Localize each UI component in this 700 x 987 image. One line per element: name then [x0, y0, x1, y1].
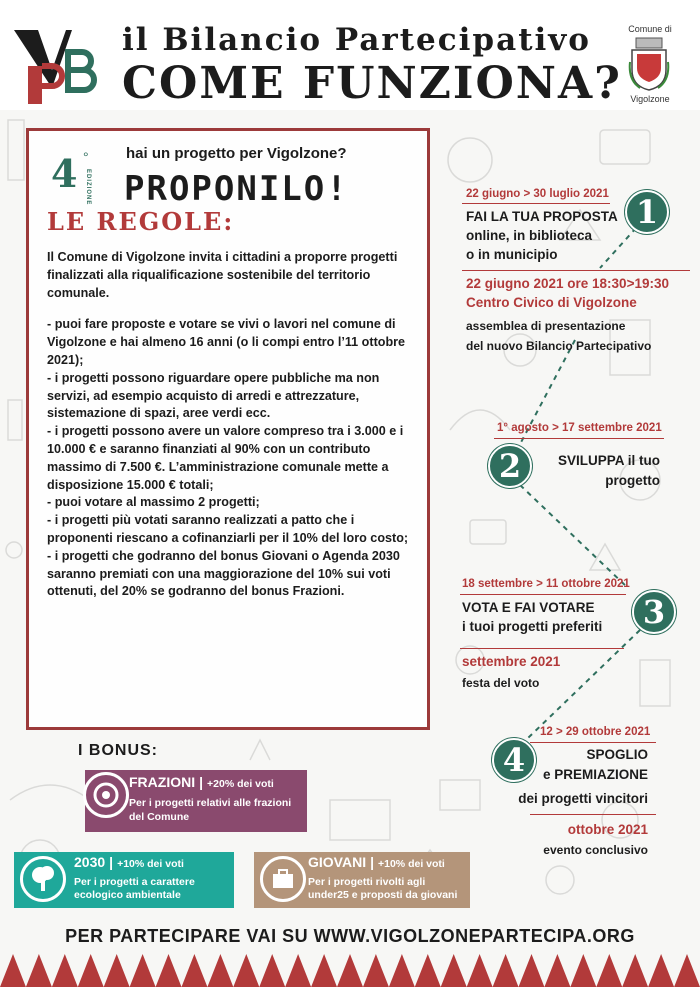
step3-divider — [460, 648, 624, 649]
bonus-giovani-pct: +10% dei voti — [378, 858, 445, 870]
title-line-1: il Bilancio Partecipativo — [122, 22, 591, 58]
step4-event-date: ottobre 2021 — [567, 822, 648, 837]
bonus-frazioni-desc: Per i progetti relativi alle frazioni — [129, 797, 292, 809]
step4-line: dei progetti vincitori — [518, 791, 648, 806]
rule-item: - puoi votare al massimo 2 progetti; — [47, 495, 260, 510]
bonus-separator: | — [199, 774, 204, 790]
step1-divider — [462, 270, 690, 271]
rule-item: - i progetti possono riguardare opere pubbliche ma non servizi, ad esempio acquisto di arredi e attrezzature, sistemazione di spazi, aree verdi ecc. — [47, 370, 380, 421]
bonus-frazioni-desc: del Comune — [129, 811, 190, 823]
target-icon — [83, 772, 129, 818]
bonus-giovani-name: GIOVANI — [308, 854, 367, 870]
step4-event-desc: evento conclusivo — [543, 843, 648, 857]
step3-line: VOTA E FAI VOTARE — [462, 600, 595, 615]
step1-date: 22 giugno > 30 luglio 2021 — [466, 188, 609, 200]
step3-date: 18 settembre > 11 ottobre 2021 — [462, 578, 630, 590]
step3-line: i tuoi progetti preferiti — [462, 619, 603, 634]
step1-event-desc: del nuovo Bilancio Partecipativo — [466, 339, 652, 353]
step1-line: online, in biblioteca — [466, 228, 593, 243]
bonus-2030-desc: ecologico ambientale — [74, 889, 181, 901]
kicker: hai un progetto per Vigolzone? — [126, 145, 347, 162]
step3-event-date: settembre 2021 — [462, 654, 561, 669]
step2-date: 1° agosto > 17 settembre 2021 — [497, 422, 662, 434]
bonus-2030-pct: +10% dei voti — [117, 858, 184, 870]
cta-heading: PROPONILO! — [124, 169, 349, 209]
rule-item: - puoi fare proposte e votare se vivi o lavori nel comune di Vigolzone e hai almeno 16 anni (o li compi entro l’11 ottobre 2021); — [47, 317, 406, 367]
step1-number-badge: 1 — [625, 190, 669, 234]
comune-name: Vigolzone — [630, 94, 670, 104]
step4-underline — [530, 742, 656, 743]
step1-line: o in municipio — [466, 247, 558, 262]
bonus-separator: | — [109, 854, 114, 870]
step4-number-badge: 4 — [492, 738, 536, 782]
bonus-2030-name: 2030 — [74, 854, 106, 870]
bonus-giovani-desc: Per i progetti rivolti agli — [308, 876, 426, 888]
rule-item: - i progetti più votati saranno realizzati a patto che i proponenti riescano a cofinanziarli per il 10% del loro costo; — [47, 513, 409, 545]
step4-date: 12 > 29 ottobre 2021 — [540, 726, 651, 738]
website-link[interactable]: PER PARTECIPARE VAI SU WWW.VIGOLZONEPARTECIPA.ORG — [65, 926, 635, 946]
step1-event-place: Centro Civico di Vigolzone — [466, 295, 637, 310]
step2-line: progetto — [605, 473, 660, 488]
bonus-giovani-desc: under25 e proposti da giovani — [308, 889, 458, 901]
step3-event-desc: festa del voto — [462, 676, 540, 690]
edition-number: 4 — [51, 151, 78, 196]
bonus-separator: | — [370, 854, 374, 870]
edition-degree: ° — [83, 149, 89, 165]
step3-underline — [460, 594, 626, 595]
rule-item: - i progetti che godranno del bonus Giovani o Agenda 2030 saranno premiati con una maggiorazione del 10% sui voti ottenuti, del 20% se godranno del bonus Frazioni. — [47, 548, 400, 599]
bonus-2030 — [14, 852, 234, 908]
step2-number-badge: 2 — [488, 444, 532, 488]
sawtooth-border — [0, 950, 700, 987]
step1-line: FAI LA TUA PROPOSTA — [466, 209, 618, 224]
step1-event-date: 22 giugno 2021 ore 18:30>19:30 — [466, 276, 669, 291]
step4-divider — [530, 814, 656, 815]
step3-number-badge: 3 — [632, 590, 676, 634]
step1-underline — [462, 203, 610, 204]
bonus-frazioni — [85, 770, 307, 832]
step4-line: SPOGLIO — [586, 747, 648, 762]
tree-icon — [20, 856, 66, 902]
step2-line: SVILUPPA il tuo — [557, 453, 660, 468]
edition-word: EDIZIONE — [85, 169, 91, 206]
comune-label: Comune di — [628, 24, 672, 34]
step2-underline — [494, 438, 664, 439]
step1-event-desc: assemblea di presentazione — [466, 319, 626, 333]
rule-item: - i progetti possono avere un valore compreso tra i 3.000 e i 10.000 € e saranno finanziati al 90% con un contributo massimo di 7.500 €. L’amministrazione comunale mette a disposizione 15.000 € totali; — [47, 424, 404, 492]
step4-line: e PREMIAZIONE — [542, 767, 648, 782]
rules-title: LE REGOLE: — [47, 207, 235, 236]
title-line-2: COME FUNZIONA? — [122, 58, 622, 109]
bonus-frazioni-pct: +20% dei voti — [207, 778, 274, 790]
bonus-title: I BONUS: — [78, 742, 158, 759]
bonus-2030-desc: Per i progetti a carattere — [74, 876, 195, 888]
bonus-giovani — [254, 852, 470, 908]
briefcase-icon — [260, 856, 306, 902]
rules-intro: Il Comune di Vigolzone invita i cittadini a proporre progetti finalizzati alla riqualificazione sostenibile del territorio comunale. — [47, 250, 398, 300]
bonus-frazioni-name: FRAZIONI — [129, 774, 196, 790]
